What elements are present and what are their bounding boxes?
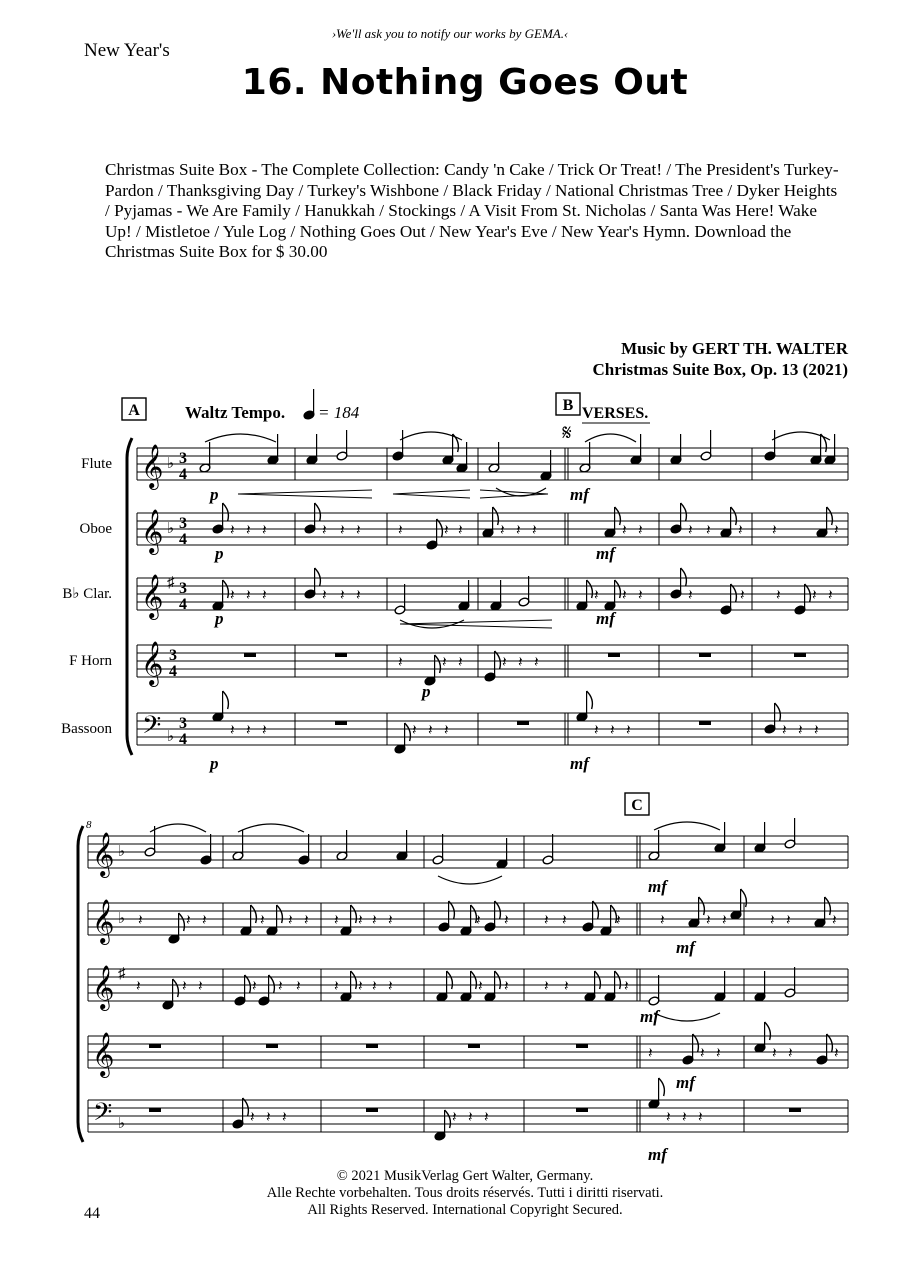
key-signature: ♭ bbox=[118, 844, 126, 860]
quarter-rest: 𝄽 bbox=[428, 723, 433, 739]
dynamic-mf: mf bbox=[648, 1145, 667, 1164]
slur bbox=[238, 824, 304, 832]
dynamic-p: p bbox=[210, 754, 219, 773]
instrument-label: Flute bbox=[81, 456, 112, 472]
quarter-rest: 𝄽 bbox=[502, 655, 507, 671]
quarter-rest: 𝄽 bbox=[594, 723, 599, 739]
quarter-rest: 𝄽 bbox=[562, 913, 567, 929]
quarter-rest: 𝄽 bbox=[788, 1046, 793, 1062]
time-signature-top: 3 bbox=[179, 515, 187, 532]
quarter-rest: 𝄽 bbox=[834, 523, 839, 539]
section-label: VERSES. bbox=[582, 405, 649, 422]
note-flag bbox=[827, 507, 833, 525]
quarter-rest: 𝄽 bbox=[770, 913, 775, 929]
quarter-rest: 𝄽 bbox=[772, 523, 777, 539]
quarter-rest: 𝄽 bbox=[398, 655, 403, 671]
quarter-rest: 𝄽 bbox=[738, 523, 743, 539]
note-flag bbox=[179, 913, 185, 931]
slur bbox=[205, 434, 276, 442]
rights-line-en: All Rights Reserved. International Copyright Secured. bbox=[307, 1202, 623, 1218]
note-flag bbox=[315, 503, 321, 521]
quarter-rest: 𝄽 bbox=[250, 1110, 255, 1126]
slur bbox=[654, 822, 720, 830]
whole-rest bbox=[149, 1044, 161, 1048]
quarter-rest: 𝄽 bbox=[666, 1110, 671, 1126]
key-signature: ♭ bbox=[118, 1116, 126, 1132]
quarter-rest: 𝄽 bbox=[262, 588, 267, 604]
quarter-rest: 𝄽 bbox=[252, 979, 257, 995]
time-signature-top: 3 bbox=[169, 647, 177, 664]
note-flag bbox=[731, 584, 737, 602]
note-flag bbox=[681, 568, 687, 586]
collection-description: Christmas Suite Box - The Complete Collection: Candy 'n Cake / Trick Or Treat! / The President's Turkey-Pardon / Thanksgiving Day / Turkey's Wishbone / Black Friday / National Christmas Tree / Dyker Heights / Pyjamas - We Are Family / Hanukkah / Stockings / A Visit From St. Nicholas / Santa Was Here! Wake Up! / Mistletoe / Yule Log / Nothing Goes Out / New Year's Eve / New Year's Hymn. Download the Christmas Suite Box for $ 30.00 bbox=[105, 160, 839, 262]
occasion-label: New Year's bbox=[84, 40, 170, 61]
dynamic-mf: mf bbox=[596, 544, 615, 563]
dynamic-p: p bbox=[215, 544, 224, 563]
whole-rest bbox=[699, 653, 711, 657]
quarter-rest: 𝄽 bbox=[622, 523, 627, 539]
dynamic-mf: mf bbox=[676, 1073, 695, 1092]
quarter-rest: 𝄽 bbox=[638, 523, 643, 539]
note-flag bbox=[775, 703, 781, 721]
note-flag bbox=[587, 580, 593, 598]
time-signature-bottom: 4 bbox=[179, 531, 187, 548]
quarter-rest: 𝄽 bbox=[828, 588, 833, 604]
whole-rest bbox=[335, 653, 347, 657]
tempo-marking: Waltz Tempo. bbox=[185, 403, 286, 422]
key-signature: ♭ bbox=[118, 911, 126, 927]
key-signature: ♯ bbox=[167, 575, 175, 591]
quarter-rest: 𝄽 bbox=[544, 979, 549, 995]
quarter-rest: 𝄽 bbox=[484, 1110, 489, 1126]
dynamic-mf: mf bbox=[570, 754, 589, 773]
dynamic-p: p bbox=[210, 485, 219, 504]
note-flag bbox=[223, 580, 229, 598]
quarter-rest: 𝄽 bbox=[706, 523, 711, 539]
quarter-rest: 𝄽 bbox=[138, 913, 143, 929]
slur bbox=[150, 824, 206, 832]
note-flag bbox=[681, 503, 687, 521]
quarter-rest: 𝄽 bbox=[616, 913, 621, 929]
quarter-rest: 𝄽 bbox=[798, 723, 803, 739]
quarter-rest: 𝄽 bbox=[202, 913, 207, 929]
quarter-rest: 𝄽 bbox=[834, 1046, 839, 1062]
note-flag bbox=[315, 568, 321, 586]
quarter-rest: 𝄽 bbox=[182, 979, 187, 995]
quarter-rest: 𝄽 bbox=[372, 979, 377, 995]
note-flag bbox=[277, 905, 283, 923]
treble-clef: 𝄞 bbox=[92, 967, 115, 1009]
quarter-rest: 𝄽 bbox=[648, 1046, 653, 1062]
score-system-1 bbox=[61, 430, 848, 773]
quarter-rest: 𝄽 bbox=[504, 913, 509, 929]
quarter-rest: 𝄽 bbox=[682, 1110, 687, 1126]
instrument-label: Oboe bbox=[79, 521, 112, 537]
note-flag bbox=[693, 1034, 699, 1052]
quarter-rest: 𝄽 bbox=[776, 588, 781, 604]
treble-clef: 𝄞 bbox=[141, 643, 164, 685]
quarter-rest: 𝄽 bbox=[246, 588, 251, 604]
copyright-footer bbox=[0, 1168, 900, 1219]
treble-clef: 𝄞 bbox=[141, 511, 164, 553]
time-signature-top: 3 bbox=[179, 450, 187, 467]
whole-rest bbox=[335, 721, 347, 725]
note-flag bbox=[251, 905, 257, 923]
slur bbox=[438, 876, 502, 884]
rehearsal-mark-B: B bbox=[562, 397, 574, 414]
quarter-rest: 𝄽 bbox=[340, 523, 345, 539]
quarter-rest: 𝄽 bbox=[230, 523, 235, 539]
note-flag bbox=[495, 971, 501, 989]
note-flag bbox=[435, 655, 441, 673]
quarter-rest: 𝄽 bbox=[812, 588, 817, 604]
quarter-rest: 𝄽 bbox=[564, 979, 569, 995]
crescendo-hairpin bbox=[393, 490, 470, 498]
dynamic-mf: mf bbox=[676, 938, 695, 957]
note-flag bbox=[223, 503, 229, 521]
quarter-rest: 𝄽 bbox=[282, 1110, 287, 1126]
treble-clef: 𝄞 bbox=[141, 576, 164, 618]
note-flag bbox=[615, 507, 621, 525]
quarter-rest: 𝄽 bbox=[186, 913, 191, 929]
quarter-rest: 𝄽 bbox=[340, 588, 345, 604]
note-flag bbox=[595, 971, 601, 989]
quarter-rest: 𝄽 bbox=[288, 913, 293, 929]
page-title: 16. Nothing Goes Out bbox=[241, 62, 689, 103]
system-bracket bbox=[127, 438, 132, 755]
quarter-rest: 𝄽 bbox=[516, 523, 521, 539]
quarter-rest: 𝄽 bbox=[698, 1110, 703, 1126]
whole-rest bbox=[366, 1108, 378, 1112]
slur bbox=[654, 1013, 720, 1021]
quarter-rest: 𝄽 bbox=[444, 723, 449, 739]
note-flag bbox=[173, 979, 179, 997]
dynamic-mf: mf bbox=[596, 609, 615, 628]
quarter-rest: 𝄽 bbox=[372, 913, 377, 929]
quarter-rest: 𝄽 bbox=[500, 523, 505, 539]
note-flag bbox=[351, 971, 357, 989]
quarter-rest: 𝄽 bbox=[688, 588, 693, 604]
note-flag bbox=[805, 584, 811, 602]
quarter-rest: 𝄽 bbox=[230, 723, 235, 739]
note-flag bbox=[495, 901, 501, 919]
quarter-rest: 𝄽 bbox=[626, 723, 631, 739]
key-signature: ♭ bbox=[167, 729, 175, 745]
note-flag bbox=[699, 897, 705, 915]
quarter-rest: 𝄽 bbox=[246, 723, 251, 739]
key-signature: ♯ bbox=[118, 966, 126, 982]
quarter-rest: 𝄽 bbox=[266, 1110, 271, 1126]
quarter-rest: 𝄽 bbox=[544, 913, 549, 929]
note-flag bbox=[659, 1078, 665, 1096]
whole-rest bbox=[608, 653, 620, 657]
quarter-rest: 𝄽 bbox=[638, 588, 643, 604]
whole-rest bbox=[244, 653, 256, 657]
rehearsal-mark-A: A bbox=[128, 402, 140, 419]
note-flag bbox=[615, 971, 621, 989]
quarter-rest: 𝄽 bbox=[304, 913, 309, 929]
quarter-rest: 𝄽 bbox=[246, 523, 251, 539]
time-signature-top: 3 bbox=[179, 715, 187, 732]
quarter-rest: 𝄽 bbox=[442, 655, 447, 671]
whole-rest bbox=[789, 1108, 801, 1112]
treble-clef: 𝄞 bbox=[92, 834, 115, 876]
time-signature-bottom: 4 bbox=[179, 466, 187, 483]
quarter-rest: 𝄽 bbox=[260, 913, 265, 929]
quarter-rest: 𝄽 bbox=[136, 979, 141, 995]
quarter-rest: 𝄽 bbox=[518, 655, 523, 671]
segno-sign: 𝄋 bbox=[562, 420, 572, 445]
system-bracket bbox=[78, 826, 83, 1142]
quarter-rest: 𝄽 bbox=[458, 523, 463, 539]
note-flag bbox=[243, 1098, 249, 1116]
quarter-rest: 𝄽 bbox=[356, 588, 361, 604]
quarter-rest: 𝄽 bbox=[452, 1110, 457, 1126]
quarter-rest: 𝄽 bbox=[622, 588, 627, 604]
quarter-rest: 𝄽 bbox=[660, 913, 665, 929]
slur bbox=[772, 432, 830, 440]
note-flag bbox=[587, 691, 593, 709]
note-flag bbox=[269, 975, 275, 993]
quarter-rest: 𝄽 bbox=[706, 913, 711, 929]
note-flag bbox=[493, 507, 499, 525]
note-flag bbox=[765, 1022, 771, 1040]
composer-line: Music by GERT TH. WALTER bbox=[621, 339, 848, 358]
note-flag bbox=[615, 580, 621, 598]
metronome-value: = 184 bbox=[318, 403, 360, 422]
rehearsal-mark-C: C bbox=[631, 797, 643, 814]
quarter-rest: 𝄽 bbox=[398, 523, 403, 539]
quarter-rest: 𝄽 bbox=[358, 979, 363, 995]
instrument-label: F Horn bbox=[69, 653, 112, 669]
quarter-rest: 𝄽 bbox=[716, 1046, 721, 1062]
copyright-line: © 2021 MusikVerlag Gert Walter, Germany. bbox=[336, 1168, 594, 1184]
instrument-label: Bassoon bbox=[61, 721, 112, 737]
quarter-rest: 𝄽 bbox=[772, 1046, 777, 1062]
bass-clef: 𝄢 bbox=[142, 712, 162, 745]
gema-notice: ›We'll ask you to notify our works by GEMA.‹ bbox=[331, 26, 569, 41]
note-flag bbox=[447, 971, 453, 989]
slur bbox=[585, 434, 636, 442]
decrescendo-hairpin bbox=[480, 490, 548, 498]
quarter-rest: 𝄽 bbox=[468, 1110, 473, 1126]
note-flag bbox=[471, 971, 477, 989]
note-flag bbox=[351, 905, 357, 923]
whole-rest bbox=[576, 1044, 588, 1048]
note-flag bbox=[405, 723, 411, 741]
treble-clef: 𝄞 bbox=[92, 1034, 115, 1076]
note-flag bbox=[245, 975, 251, 993]
quarter-rest: 𝄽 bbox=[358, 913, 363, 929]
whole-rest bbox=[517, 721, 529, 725]
whole-rest bbox=[149, 1108, 161, 1112]
whole-rest bbox=[576, 1108, 588, 1112]
quarter-rest: 𝄽 bbox=[700, 1046, 705, 1062]
score-system-2 bbox=[78, 818, 848, 1164]
bass-clef: 𝄢 bbox=[93, 1099, 113, 1132]
dynamic-p: p bbox=[215, 609, 224, 628]
quarter-rest: 𝄽 bbox=[722, 913, 727, 929]
quarter-rest: 𝄽 bbox=[296, 979, 301, 995]
quarter-rest: 𝄽 bbox=[356, 523, 361, 539]
note-flag bbox=[445, 1110, 451, 1128]
quarter-rest: 𝄽 bbox=[262, 523, 267, 539]
quarter-rest: 𝄽 bbox=[786, 913, 791, 929]
measure-number: 8 bbox=[86, 819, 92, 831]
whole-rest bbox=[468, 1044, 480, 1048]
quarter-rest: 𝄽 bbox=[624, 979, 629, 995]
quarter-rest: 𝄽 bbox=[476, 913, 481, 929]
quarter-rest: 𝄽 bbox=[782, 723, 787, 739]
dynamic-p: p bbox=[422, 682, 431, 701]
crescendo-hairpin bbox=[238, 490, 372, 498]
note-flag bbox=[495, 651, 501, 669]
note-flag bbox=[827, 1034, 833, 1052]
quarter-rest: 𝄽 bbox=[388, 979, 393, 995]
treble-clef: 𝄞 bbox=[92, 901, 115, 943]
quarter-rest: 𝄽 bbox=[814, 723, 819, 739]
quarter-rest: 𝄽 bbox=[478, 979, 483, 995]
quarter-rest: 𝄽 bbox=[504, 979, 509, 995]
opus-line: Christmas Suite Box, Op. 13 (2021) bbox=[592, 360, 848, 379]
whole-rest bbox=[366, 1044, 378, 1048]
quarter-rest: 𝄽 bbox=[444, 523, 449, 539]
time-signature-bottom: 4 bbox=[179, 731, 187, 748]
whole-rest bbox=[699, 721, 711, 725]
dynamic-mf: mf bbox=[648, 877, 667, 896]
whole-rest bbox=[794, 653, 806, 657]
time-signature-top: 3 bbox=[179, 580, 187, 597]
quarter-rest: 𝄽 bbox=[230, 588, 235, 604]
quarter-rest: 𝄽 bbox=[534, 655, 539, 671]
quarter-rest: 𝄽 bbox=[412, 723, 417, 739]
note-flag bbox=[437, 519, 443, 537]
quarter-rest: 𝄽 bbox=[832, 913, 837, 929]
quarter-rest: 𝄽 bbox=[334, 979, 339, 995]
time-signature-bottom: 4 bbox=[169, 663, 177, 680]
quarter-rest: 𝄽 bbox=[322, 523, 327, 539]
note-flag bbox=[223, 691, 229, 709]
quarter-rest: 𝄽 bbox=[388, 913, 393, 929]
quarter-rest: 𝄽 bbox=[198, 979, 203, 995]
quarter-rest: 𝄽 bbox=[610, 723, 615, 739]
quarter-rest: 𝄽 bbox=[740, 588, 745, 604]
treble-clef: 𝄞 bbox=[141, 446, 164, 488]
quarter-rest: 𝄽 bbox=[532, 523, 537, 539]
key-signature: ♭ bbox=[167, 456, 175, 472]
note-flag bbox=[593, 901, 599, 919]
whole-rest bbox=[266, 1044, 278, 1048]
dynamic-mf: mf bbox=[570, 485, 589, 504]
rights-line: Alle Rechte vorbehalten. Tous droits réservés. Tutti i diritti riservati. bbox=[266, 1185, 664, 1201]
page-number: 44 bbox=[84, 1205, 100, 1222]
instrument-label: B♭ Clar. bbox=[62, 586, 112, 602]
quarter-rest: 𝄽 bbox=[594, 588, 599, 604]
key-signature: ♭ bbox=[167, 521, 175, 537]
quarter-rest: 𝄽 bbox=[458, 655, 463, 671]
time-signature-bottom: 4 bbox=[179, 596, 187, 613]
dynamic-mf: mf bbox=[640, 1007, 659, 1026]
quarter-rest: 𝄽 bbox=[322, 588, 327, 604]
note-flag bbox=[449, 901, 455, 919]
note-flag bbox=[825, 897, 831, 915]
quarter-rest: 𝄽 bbox=[278, 979, 283, 995]
note-flag bbox=[731, 507, 737, 525]
quarter-rest: 𝄽 bbox=[262, 723, 267, 739]
quarter-rest: 𝄽 bbox=[688, 523, 693, 539]
quarter-rest: 𝄽 bbox=[334, 913, 339, 929]
